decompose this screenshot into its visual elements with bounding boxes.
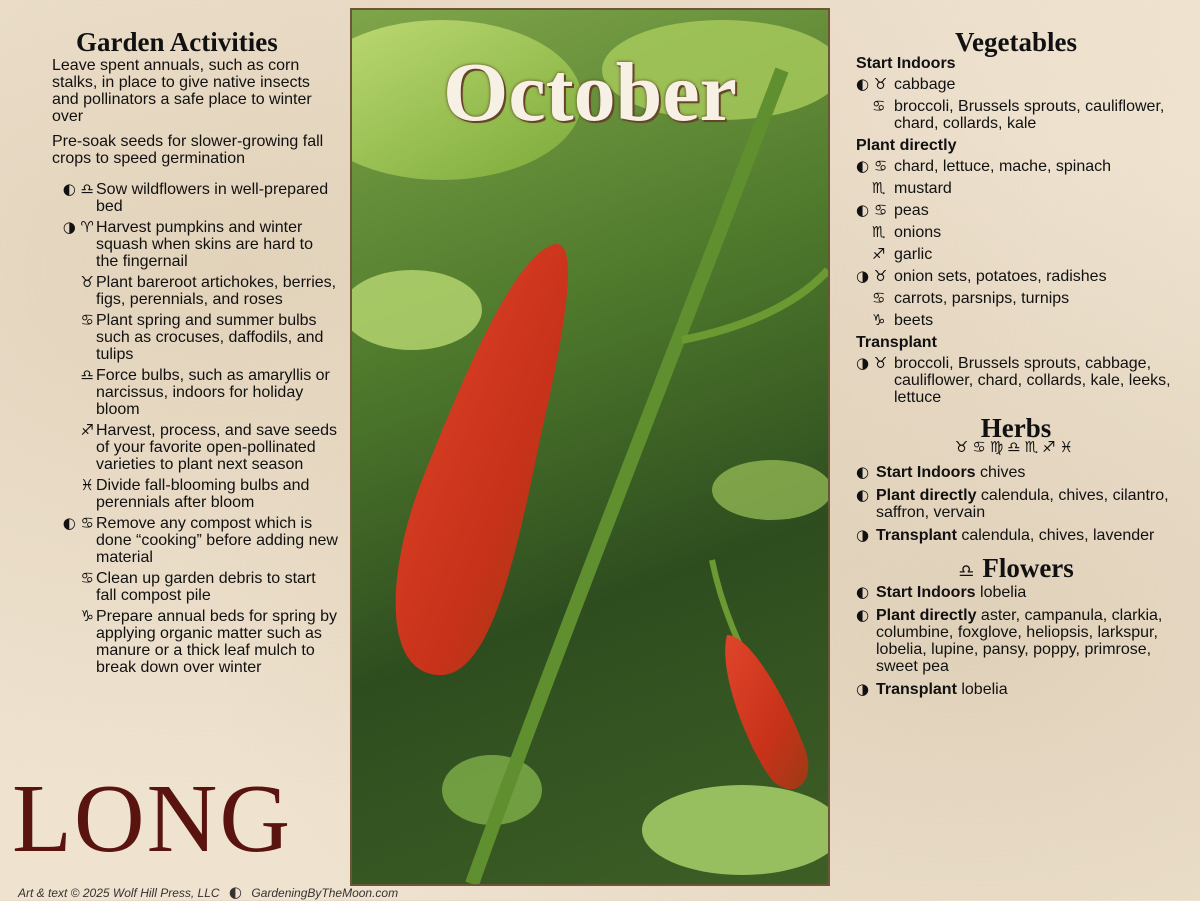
list-item	[856, 268, 1176, 285]
crop-text: cabbage	[894, 76, 956, 93]
list-item	[856, 464, 1176, 481]
flowers-title-text: Flowers	[982, 553, 1074, 583]
list-item	[856, 312, 1176, 329]
zodiac-icon: ♋	[872, 289, 886, 307]
activities-intro-2: Pre-soak seeds for slower-growing fall crops to speed germination	[52, 133, 324, 167]
moon-sign-icon: ◐ ♋	[62, 514, 94, 532]
zodiac-icon: ♋	[80, 569, 94, 587]
herb-text: chives	[975, 464, 1026, 481]
activity-text: Harvest, process, and save seeds of your favorite open-pollinated varieties to plant next season	[96, 422, 338, 473]
region-label: LONG	[12, 765, 293, 873]
crop-text: mustard	[894, 180, 952, 197]
list-item	[52, 608, 338, 676]
list-item	[52, 570, 338, 604]
herb-label: Plant directly	[876, 487, 977, 504]
moon-sign-icon: ◑ ♉	[856, 267, 888, 285]
flower-text: aster, campanula, clarkia, columbine, foxglove, heliopsis, larkspur, lobelia, lupine, pansy, poppy, primrose, sweet pea	[876, 607, 1163, 675]
moon-sign-icon: ◐ ♉	[856, 75, 888, 93]
leaf	[712, 460, 828, 520]
flower-label: Plant directly	[876, 607, 977, 624]
moon-sign-icon: ◐ ♎	[62, 180, 94, 198]
activity-text: Force bulbs, such as amaryllis or narcissus, indoors for holiday bloom	[96, 367, 330, 418]
zodiac-icon: ♉	[80, 273, 94, 291]
herb-text: calendula, chives, cilantro, saffron, vervain	[876, 487, 1169, 521]
crop-text: beets	[894, 312, 934, 329]
list-item	[52, 181, 338, 215]
flower-label: Transplant	[876, 681, 957, 698]
pepper-plant-illustration	[352, 10, 828, 884]
list-item	[856, 180, 1176, 197]
list-item	[856, 527, 1176, 544]
activity-text: Remove any compost which is done “cooking” before adding new material	[96, 515, 338, 566]
crop-text: carrots, parsnips, turnips	[894, 290, 1070, 307]
list-item	[52, 312, 338, 363]
zodiac-icon: ♐	[872, 245, 886, 263]
zodiac-icon: ♐	[80, 421, 94, 439]
herb-label: Transplant	[876, 527, 957, 544]
website-link[interactable]: GardeningByTheMoon.com	[251, 886, 399, 900]
leaf	[352, 270, 482, 350]
flower-text: lobelia	[975, 584, 1027, 601]
activity-text: Prepare annual beds for spring by applying organic matter such as manure or a thick leaf mulch to break down over winter	[96, 608, 338, 676]
list-item	[856, 224, 1176, 241]
flowers-title	[856, 553, 1176, 583]
veg-plant-directly-heading: Plant directly	[856, 137, 957, 154]
zodiac-icon: ♑	[872, 311, 886, 329]
list-item	[856, 98, 1176, 132]
herb-label: Start Indoors	[876, 464, 976, 481]
veg-transplant-heading: Transplant	[856, 334, 937, 351]
moon-icon: ◐	[228, 883, 243, 901]
pepper-small	[725, 635, 808, 789]
activity-text: Plant spring and summer bulbs such as crocuses, daffodils, and tulips	[96, 312, 324, 363]
list-item	[52, 515, 338, 566]
crop-text: onions	[894, 224, 942, 241]
vegetables-title: Vegetables	[955, 27, 1077, 57]
crop-text: peas	[894, 202, 929, 219]
zodiac-icon: ♋	[80, 311, 94, 329]
crop-text: broccoli, Brussels sprouts, cauliflower, chard, collards, kale	[894, 98, 1165, 132]
crop-text: broccoli, Brussels sprouts, cabbage, cauliflower, chard, collards, kale, leeks, lettuce	[894, 355, 1171, 406]
zodiac-icon: ♋	[872, 97, 886, 115]
flower-label: Start Indoors	[876, 584, 976, 601]
month-title: October	[443, 46, 737, 139]
zodiac-icons: ♉♋♍♎♏♐♓	[954, 438, 1078, 456]
moon-sign-icon: ◐ ♋	[856, 201, 888, 219]
crop-text: garlic	[894, 246, 933, 263]
pepper-photo	[350, 8, 830, 886]
copyright-text: Art & text © 2025 Wolf Hill Press, LLC	[18, 886, 220, 900]
list-item	[856, 246, 1176, 263]
moon-icon: ◐	[856, 486, 870, 504]
list-item	[52, 219, 338, 270]
list-item	[52, 422, 338, 473]
activity-text: Plant bareroot artichokes, berries, figs, perennials, and roses	[96, 274, 337, 308]
crop-text: onion sets, potatoes, radishes	[894, 268, 1107, 285]
list-item	[52, 274, 338, 308]
garden-activities-column	[52, 27, 338, 680]
moon-sign-icon: ◑ ♈	[62, 218, 94, 236]
zodiac-icon: ♓	[80, 476, 94, 494]
list-item	[856, 584, 1176, 601]
zodiac-icon: ♑	[80, 607, 94, 625]
crop-text: chard, lettuce, mache, spinach	[894, 158, 1112, 175]
moon-icon: ◐	[856, 463, 870, 481]
moon-sign-icon: ◐ ♋	[856, 157, 888, 175]
moon-sign-icon: ◑ ♉	[856, 354, 888, 372]
list-item	[856, 158, 1176, 175]
list-item	[856, 202, 1176, 219]
activities-intro-1: Leave spent annuals, such as corn stalks, in place to give native insects and pollinators a safe place to winter over	[52, 57, 312, 125]
activity-text: Harvest pumpkins and winter squash when skins are hard to the fingernail	[96, 219, 314, 270]
zodiac-icon: ♏	[872, 223, 886, 241]
list-item	[52, 477, 338, 511]
activity-text: Divide fall-blooming bulbs and perennials after bloom	[96, 477, 310, 511]
activities-list	[52, 181, 338, 676]
libra-icon: ♎	[958, 561, 975, 582]
zodiac-icon: ♏	[872, 179, 886, 197]
leaf	[642, 785, 828, 875]
flower-text: lobelia	[956, 681, 1008, 698]
list-item	[856, 290, 1176, 307]
planting-column	[856, 27, 1176, 704]
veg-start-indoors-heading: Start Indoors	[856, 55, 956, 72]
moon-icon: ◑	[856, 680, 870, 698]
list-item	[52, 367, 338, 418]
activity-text: Clean up garden debris to start fall compost pile	[96, 570, 316, 604]
garden-activities-title: Garden Activities	[76, 27, 278, 57]
moon-icon: ◐	[856, 606, 870, 624]
footer	[18, 883, 398, 901]
moon-icon: ◐	[856, 583, 870, 601]
zodiac-icon: ♎	[80, 366, 94, 384]
moon-icon: ◑	[856, 526, 870, 544]
list-item	[856, 607, 1176, 675]
herbs-title: Herbs	[980, 413, 1052, 443]
activity-text: Sow wildflowers in well-prepared bed	[96, 181, 329, 215]
herb-text: calendula, chives, lavender	[956, 527, 1155, 544]
list-item	[856, 681, 1176, 698]
list-item	[856, 355, 1176, 406]
list-item	[856, 487, 1176, 521]
list-item	[856, 76, 1176, 93]
